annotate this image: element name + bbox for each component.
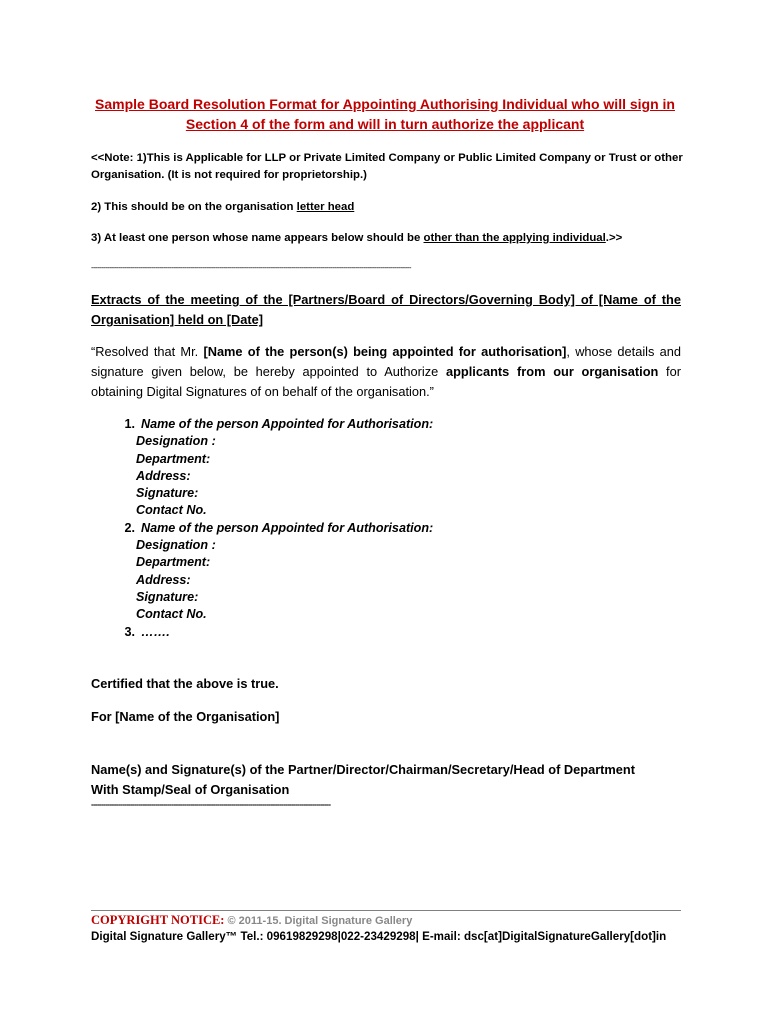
note-3 <box>91 230 622 247</box>
contact-field: Contact No. <box>136 503 207 518</box>
signature-line-2: With Stamp/Seal of Organisation <box>91 782 290 797</box>
contact-field: Contact No. <box>136 607 207 622</box>
signature-line-1: Name(s) and Signature(s) of the Partner/Director/Chairman/Secretary/Head of Department <box>91 762 636 777</box>
separator-line: ----------------------------------------------------------------------------------------------------------------------------------------------------------- <box>91 263 411 272</box>
copyright-text: © 2011-15. Digital Signature Gallery <box>224 915 413 927</box>
title-line-2: Section 4 of the form and will in turn authorize the applicant <box>185 116 585 132</box>
resolution-paragraph <box>91 342 681 402</box>
list-heading: Name of the person Appointed for Authorisation: <box>141 520 434 535</box>
signature-field: Signature: <box>136 589 199 604</box>
note-2 <box>91 199 354 216</box>
list-number: 2. <box>124 520 135 535</box>
list-heading: Name of the person Appointed for Authorisation: <box>141 417 434 431</box>
department-field: Department: <box>136 555 211 570</box>
resolution-text-3: for obtaining Digital Signatures of on behalf of the organisation.” <box>91 364 681 399</box>
address-field: Address: <box>136 468 191 483</box>
list-item <box>91 520 433 537</box>
note-3-suffix: .>> <box>605 232 623 244</box>
appointee-list <box>91 416 433 641</box>
note-3-text: 3) At least one person whose name appears below should be <box>91 232 424 244</box>
note-1-line-1: <<Note: 1)This is Applicable for LLP or Private Limited Company or Public Limited Company or Trust or other <box>91 152 683 164</box>
list-ellipsis: ……. <box>141 624 170 639</box>
resolution-text-2: , whose details and signature given below, be hereby appointed to Authorize <box>91 344 681 379</box>
note-3-underlined: other than the applying individual <box>423 232 606 244</box>
extract-line-2: Organisation] held on [Date] <box>91 312 264 327</box>
designation-field: Designation : <box>136 538 216 553</box>
note-1-line-2: Organisation. (It is not required for proprietorship.) <box>91 169 367 181</box>
document-title <box>60 94 710 134</box>
for-organisation: For [Name of the Organisation] <box>91 709 280 724</box>
note-2-underlined: letter head <box>296 201 355 213</box>
certified-statement: Certified that the above is true. <box>91 676 279 691</box>
signature-field: Signature: <box>136 486 199 501</box>
footer-contact: Digital Signature Gallery™ Tel.: 09619829298|022-23429298| E-mail: dsc[at]DigitalSignatureGallery[dot]in <box>91 930 667 943</box>
designation-field: Designation : <box>136 434 216 449</box>
signature-separator: -------------------------------------------------------------------------------------------------------------------- <box>91 800 331 809</box>
note-1 <box>91 150 683 184</box>
title-line-1: Sample Board Resolution Format for Appointing Authorising Individual who will sign in <box>95 96 675 112</box>
list-number: 1. <box>124 417 135 431</box>
meeting-extract-heading <box>91 290 681 330</box>
list-item <box>91 624 433 641</box>
department-field: Department: <box>136 451 211 466</box>
copyright-label: COPYRIGHT NOTICE: <box>91 913 225 927</box>
signature-block <box>91 760 681 800</box>
resolution-applicants: applicants from our organisation <box>446 364 659 379</box>
list-number: 3. <box>124 624 135 639</box>
address-field: Address: <box>136 572 191 587</box>
extract-line-1: Extracts of the meeting of the [Partners/Board of Directors/Governing Body] of [Name of the <box>91 292 681 307</box>
list-item <box>91 416 433 433</box>
resolution-text-1: “Resolved that Mr. <box>91 344 204 359</box>
resolution-person-placeholder: [Name of the person(s) being appointed for authorisation] <box>203 344 567 359</box>
copyright-notice <box>91 911 412 929</box>
note-2-text: 2) This should be on the organisation <box>91 201 297 213</box>
